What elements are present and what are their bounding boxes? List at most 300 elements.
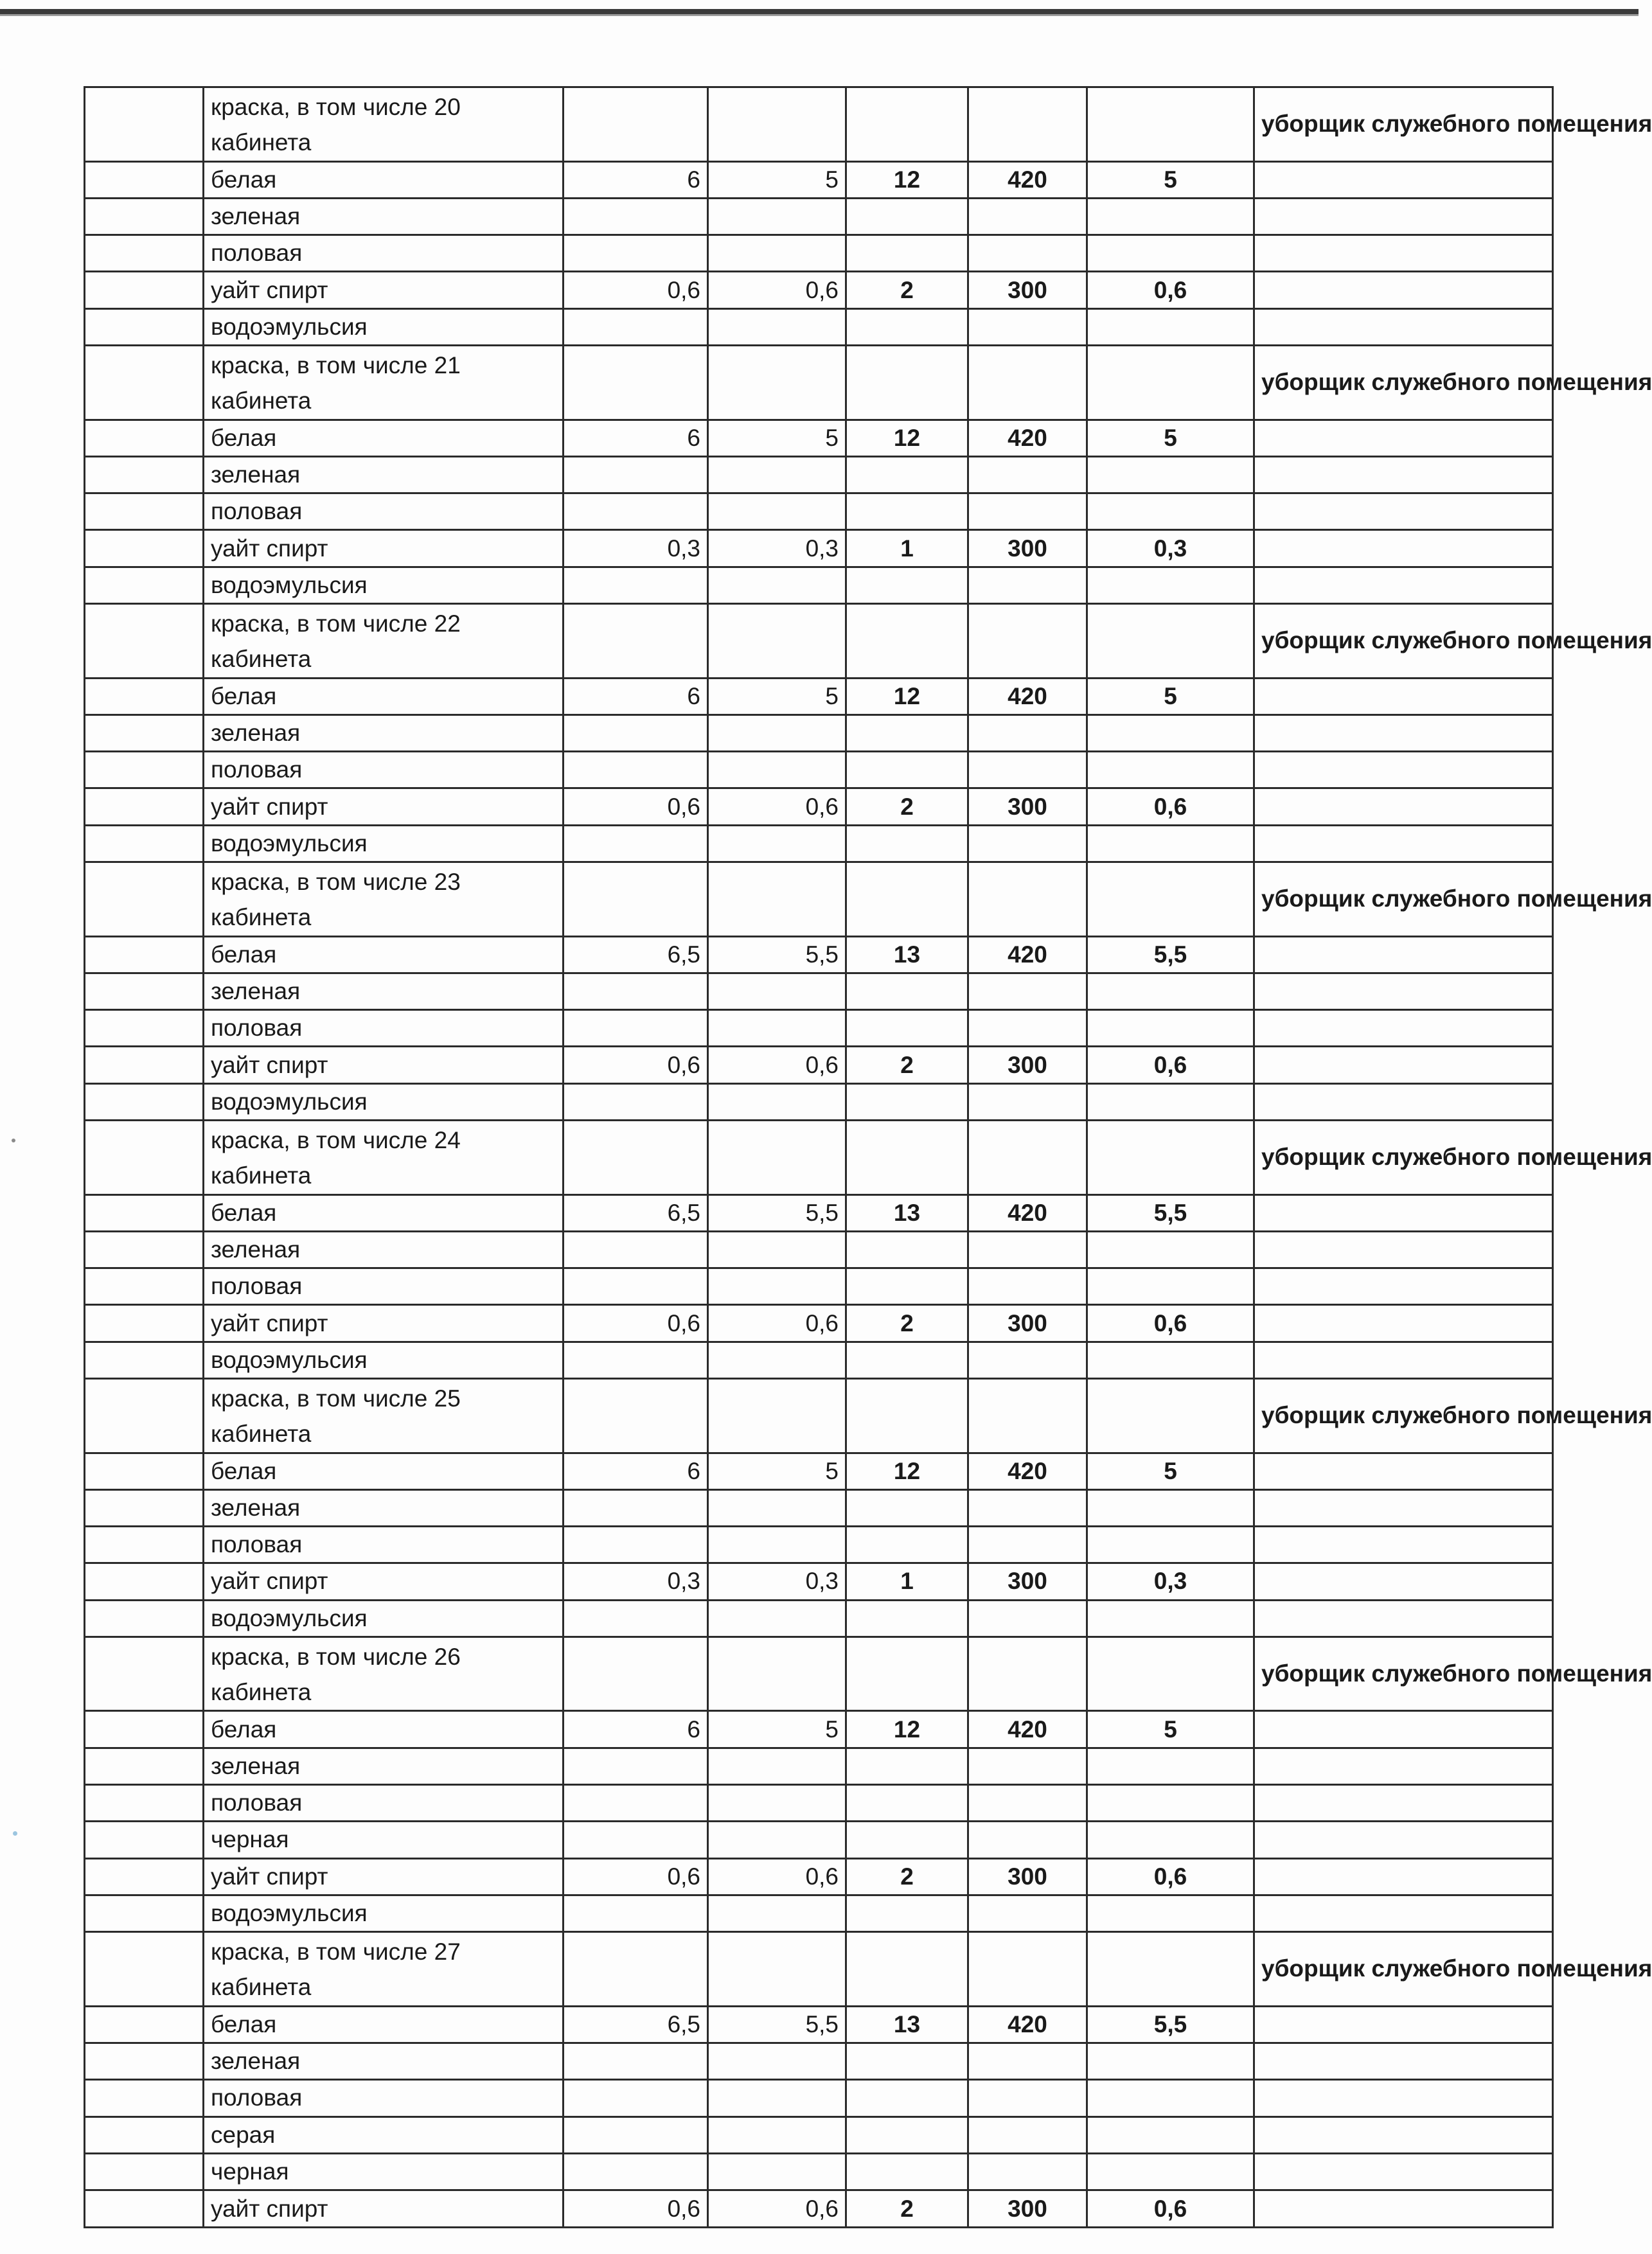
value-cell [708, 1083, 846, 1120]
value-cell [846, 1083, 968, 1120]
row-number-cell [85, 1858, 204, 1895]
value-cell [1087, 1083, 1254, 1120]
value-cell: 5,5 [1087, 936, 1254, 973]
row-number-cell [85, 345, 204, 420]
group-header-label: краска, в том числе 26 кабинета [204, 1637, 564, 1711]
value-cell [846, 1748, 968, 1784]
material-row [85, 825, 1553, 862]
material-name: водоэмульсия [204, 1342, 564, 1378]
material-row [85, 788, 1553, 825]
material-name: половая [204, 493, 564, 530]
value-cell: 5 [708, 161, 846, 198]
value-cell: 300 [968, 1563, 1087, 1600]
value-cell [1087, 493, 1254, 530]
value-cell [968, 1822, 1087, 1858]
value-cell: 2 [846, 272, 968, 308]
value-cell: 1 [846, 530, 968, 567]
value-cell: 5 [1087, 1453, 1254, 1489]
value-cell [564, 1895, 708, 1931]
value-cell: 5,5 [708, 1194, 846, 1231]
material-name: половая [204, 235, 564, 272]
material-name: водоэмульсия [204, 825, 564, 862]
value-cell: 13 [846, 2006, 968, 2043]
value-cell [708, 198, 846, 235]
value-cell: 420 [968, 2006, 1087, 2043]
material-row [85, 1083, 1553, 1120]
material-row [85, 161, 1553, 198]
value-cell: 13 [846, 936, 968, 973]
responsible-role-cell [1254, 2080, 1553, 2116]
material-row [85, 973, 1553, 1009]
material-row [85, 1527, 1553, 1563]
value-cell [846, 235, 968, 272]
value-cell: 0,6 [1087, 1047, 1254, 1083]
value-cell: 300 [968, 272, 1087, 308]
responsible-role-cell [1254, 1489, 1553, 1526]
empty-value-cell [564, 345, 708, 420]
value-cell: 300 [968, 1305, 1087, 1342]
material-name: уайт спирт [204, 1047, 564, 1083]
value-cell: 5 [1087, 1711, 1254, 1748]
value-cell [1087, 308, 1254, 345]
empty-value-cell [708, 1378, 846, 1453]
value-cell: 6 [564, 1711, 708, 1748]
value-cell [968, 1785, 1087, 1822]
responsible-role-cell [1254, 308, 1553, 345]
row-number-cell [85, 603, 204, 678]
responsible-role-cell [1254, 1083, 1553, 1120]
row-number-cell [85, 1378, 204, 1453]
responsible-role-cell [1254, 235, 1553, 272]
material-name: серая [204, 2116, 564, 2153]
value-cell: 5 [1087, 678, 1254, 714]
value-cell [564, 1342, 708, 1378]
value-cell: 5 [708, 1453, 846, 1489]
material-name: белая [204, 936, 564, 973]
material-row [85, 2006, 1553, 2043]
value-cell: 0,6 [708, 2190, 846, 2228]
value-cell [1087, 1822, 1254, 1858]
value-cell: 5,5 [708, 936, 846, 973]
value-cell: 13 [846, 1194, 968, 1231]
value-cell [968, 1231, 1087, 1268]
row-number-cell [85, 752, 204, 788]
value-cell [564, 1268, 708, 1305]
row-number-cell [85, 198, 204, 235]
value-cell [564, 1527, 708, 1563]
value-cell: 6 [564, 420, 708, 456]
value-cell [708, 2116, 846, 2153]
value-cell [1087, 1895, 1254, 1931]
value-cell [846, 1785, 968, 1822]
material-row [85, 308, 1553, 345]
value-cell [564, 1748, 708, 1784]
value-cell [708, 2153, 846, 2190]
value-cell [968, 1748, 1087, 1784]
value-cell: 0,3 [1087, 1563, 1254, 1600]
responsible-role-cell [1254, 1895, 1553, 1931]
empty-value-cell [708, 1120, 846, 1194]
value-cell [1087, 235, 1254, 272]
value-cell: 5 [1087, 420, 1254, 456]
material-row [85, 1822, 1553, 1858]
value-cell [708, 1489, 846, 1526]
value-cell [968, 1083, 1087, 1120]
group-header-row [85, 345, 1553, 420]
material-row [85, 1711, 1553, 1748]
row-number-cell [85, 1047, 204, 1083]
material-row [85, 936, 1553, 973]
row-number-cell [85, 567, 204, 603]
value-cell [1087, 567, 1254, 603]
row-number-cell [85, 2006, 204, 2043]
value-cell [968, 825, 1087, 862]
value-cell: 0,3 [708, 1563, 846, 1600]
value-cell: 420 [968, 1453, 1087, 1489]
row-number-cell [85, 678, 204, 714]
responsible-role-cell [1254, 714, 1553, 751]
value-cell [564, 567, 708, 603]
material-name: белая [204, 420, 564, 456]
row-number-cell [85, 493, 204, 530]
material-row [85, 567, 1553, 603]
value-cell [846, 1895, 968, 1931]
responsible-role-cell [1254, 567, 1553, 603]
value-cell: 0,6 [708, 1858, 846, 1895]
value-cell: 0,6 [564, 1305, 708, 1342]
empty-value-cell [846, 1378, 968, 1453]
value-cell [968, 456, 1087, 493]
value-cell [564, 235, 708, 272]
value-cell [564, 1822, 708, 1858]
material-name: зеленая [204, 714, 564, 751]
responsible-role-cell [1254, 1231, 1553, 1268]
value-cell: 2 [846, 1047, 968, 1083]
responsible-role-cell: уборщик служебного помещения [1254, 1378, 1553, 1453]
empty-value-cell [846, 345, 968, 420]
material-name: половая [204, 1785, 564, 1822]
empty-value-cell [564, 862, 708, 936]
empty-value-cell [708, 603, 846, 678]
value-cell [708, 2043, 846, 2080]
material-name: белая [204, 2006, 564, 2043]
value-cell [1087, 2153, 1254, 2190]
value-cell [564, 714, 708, 751]
material-row [85, 1453, 1553, 1489]
value-cell: 5 [708, 420, 846, 456]
empty-value-cell [1087, 345, 1254, 420]
value-cell [564, 1600, 708, 1637]
value-cell [968, 567, 1087, 603]
group-header-row [85, 1932, 1553, 2007]
value-cell [564, 2116, 708, 2153]
value-cell: 0,6 [708, 1305, 846, 1342]
value-cell: 1 [846, 1563, 968, 1600]
value-cell [968, 198, 1087, 235]
empty-value-cell [968, 1932, 1087, 2007]
value-cell: 6 [564, 161, 708, 198]
empty-value-cell [968, 345, 1087, 420]
value-cell [1087, 1600, 1254, 1637]
value-cell [1087, 198, 1254, 235]
material-name: белая [204, 1194, 564, 1231]
value-cell: 2 [846, 788, 968, 825]
value-cell: 0,6 [1087, 2190, 1254, 2228]
value-cell: 5,5 [708, 2006, 846, 2043]
row-number-cell [85, 1785, 204, 1822]
responsible-role-cell [1254, 2006, 1553, 2043]
value-cell: 0,6 [708, 1047, 846, 1083]
row-number-cell [85, 1637, 204, 1711]
value-cell [846, 1489, 968, 1526]
material-row [85, 198, 1553, 235]
empty-value-cell [968, 1378, 1087, 1453]
value-cell: 12 [846, 161, 968, 198]
responsible-role-cell [1254, 1010, 1553, 1047]
material-name: уайт спирт [204, 1563, 564, 1600]
value-cell: 2 [846, 2190, 968, 2228]
responsible-role-cell [1254, 1047, 1553, 1083]
value-cell: 12 [846, 678, 968, 714]
responsible-role-cell [1254, 936, 1553, 973]
material-name: половая [204, 752, 564, 788]
value-cell: 300 [968, 1858, 1087, 1895]
value-cell: 420 [968, 161, 1087, 198]
material-row [85, 1010, 1553, 1047]
responsible-role-cell [1254, 752, 1553, 788]
value-cell [708, 567, 846, 603]
responsible-role-cell [1254, 825, 1553, 862]
row-number-cell [85, 1342, 204, 1378]
value-cell [564, 308, 708, 345]
material-name: водоэмульсия [204, 1083, 564, 1120]
value-cell: 6 [564, 1453, 708, 1489]
responsible-role-cell [1254, 198, 1553, 235]
value-cell: 5,5 [1087, 1194, 1254, 1231]
value-cell [846, 714, 968, 751]
responsible-role-cell [1254, 1342, 1553, 1378]
material-row [85, 1895, 1553, 1931]
value-cell [846, 493, 968, 530]
material-name: уайт спирт [204, 1305, 564, 1342]
value-cell: 300 [968, 2190, 1087, 2228]
material-row [85, 272, 1553, 308]
material-name: белая [204, 161, 564, 198]
material-name: зеленая [204, 456, 564, 493]
group-header-row [85, 87, 1553, 162]
value-cell [1087, 973, 1254, 1009]
row-number-cell [85, 1932, 204, 2007]
value-cell [968, 2153, 1087, 2190]
row-number-cell [85, 530, 204, 567]
value-cell [1087, 2080, 1254, 2116]
value-cell [708, 1231, 846, 1268]
value-cell: 0,6 [1087, 788, 1254, 825]
row-number-cell [85, 1120, 204, 1194]
material-name: половая [204, 1010, 564, 1047]
value-cell [1087, 714, 1254, 751]
value-cell [846, 2080, 968, 2116]
value-cell: 0,6 [564, 272, 708, 308]
value-cell [564, 493, 708, 530]
value-cell [846, 825, 968, 862]
group-header-label: краска, в том числе 23 кабинета [204, 862, 564, 936]
material-row [85, 678, 1553, 714]
responsible-role-cell: уборщик служебного помещения [1254, 1637, 1553, 1711]
responsible-role-cell [1254, 530, 1553, 567]
row-number-cell [85, 1010, 204, 1047]
material-row [85, 420, 1553, 456]
value-cell: 300 [968, 530, 1087, 567]
material-row [85, 235, 1553, 272]
value-cell [1087, 1748, 1254, 1784]
group-header-label: краска, в том числе 22 кабинета [204, 603, 564, 678]
responsible-role-cell [1254, 1748, 1553, 1784]
row-number-cell [85, 1748, 204, 1784]
material-name: черная [204, 2153, 564, 2190]
value-cell [968, 235, 1087, 272]
empty-value-cell [564, 1932, 708, 2007]
empty-value-cell [564, 1378, 708, 1453]
row-number-cell [85, 308, 204, 345]
value-cell: 0,6 [564, 2190, 708, 2228]
responsible-role-cell [1254, 1822, 1553, 1858]
value-cell: 0,3 [708, 530, 846, 567]
empty-value-cell [708, 87, 846, 162]
value-cell: 0,6 [564, 1047, 708, 1083]
empty-value-cell [708, 1637, 846, 1711]
material-row [85, 752, 1553, 788]
row-number-cell [85, 973, 204, 1009]
value-cell [708, 1342, 846, 1378]
value-cell: 420 [968, 1194, 1087, 1231]
value-cell: 2 [846, 1858, 968, 1895]
empty-value-cell [564, 87, 708, 162]
value-cell: 0,6 [708, 788, 846, 825]
row-number-cell [85, 862, 204, 936]
scan-speck [13, 1831, 17, 1836]
value-cell [1087, 1489, 1254, 1526]
row-number-cell [85, 87, 204, 162]
group-header-row [85, 1637, 1553, 1711]
material-name: уайт спирт [204, 272, 564, 308]
material-name: водоэмульсия [204, 1600, 564, 1637]
material-name: зеленая [204, 973, 564, 1009]
material-row [85, 1748, 1553, 1784]
value-cell [846, 567, 968, 603]
value-cell [708, 1268, 846, 1305]
responsible-role-cell [1254, 973, 1553, 1009]
material-row [85, 1858, 1553, 1895]
group-header-label: краска, в том числе 27 кабинета [204, 1932, 564, 2007]
value-cell [846, 752, 968, 788]
empty-value-cell [1087, 862, 1254, 936]
value-cell: 2 [846, 1305, 968, 1342]
row-number-cell [85, 272, 204, 308]
material-row [85, 2190, 1553, 2228]
value-cell [708, 1600, 846, 1637]
value-cell [708, 825, 846, 862]
value-cell [1087, 456, 1254, 493]
responsible-role-cell [1254, 2043, 1553, 2080]
material-name: уайт спирт [204, 530, 564, 567]
material-name: водоэмульсия [204, 1895, 564, 1931]
material-name: зеленая [204, 198, 564, 235]
value-cell [968, 1527, 1087, 1563]
responsible-role-cell [1254, 272, 1553, 308]
value-cell [564, 2080, 708, 2116]
value-cell: 0,6 [564, 1858, 708, 1895]
value-cell [846, 1342, 968, 1378]
value-cell [846, 973, 968, 1009]
value-cell [708, 1785, 846, 1822]
material-row [85, 2153, 1553, 2190]
material-name: белая [204, 678, 564, 714]
value-cell [1087, 1342, 1254, 1378]
value-cell [968, 2043, 1087, 2080]
value-cell [564, 456, 708, 493]
group-header-label: краска, в том числе 21 кабинета [204, 345, 564, 420]
responsible-role-cell [1254, 678, 1553, 714]
value-cell [1087, 2043, 1254, 2080]
empty-value-cell [1087, 87, 1254, 162]
row-number-cell [85, 2080, 204, 2116]
group-header-row [85, 862, 1553, 936]
empty-value-cell [1087, 1378, 1254, 1453]
empty-value-cell [968, 603, 1087, 678]
value-cell: 0,3 [564, 530, 708, 567]
material-name: уайт спирт [204, 788, 564, 825]
row-number-cell [85, 2116, 204, 2153]
empty-value-cell [846, 1637, 968, 1711]
material-row [85, 2116, 1553, 2153]
value-cell [564, 1785, 708, 1822]
empty-value-cell [846, 603, 968, 678]
value-cell: 420 [968, 1711, 1087, 1748]
value-cell: 420 [968, 420, 1087, 456]
material-name: зеленая [204, 1748, 564, 1784]
row-number-cell [85, 1231, 204, 1268]
value-cell: 12 [846, 1453, 968, 1489]
value-cell [846, 2116, 968, 2153]
value-cell [968, 1010, 1087, 1047]
value-cell: 420 [968, 678, 1087, 714]
value-cell [968, 2080, 1087, 2116]
row-number-cell [85, 1489, 204, 1526]
group-header-row [85, 1120, 1553, 1194]
material-name: черная [204, 1822, 564, 1858]
value-cell [708, 308, 846, 345]
value-cell: 12 [846, 420, 968, 456]
value-cell: 5 [1087, 161, 1254, 198]
responsible-role-cell: уборщик служебного помещения [1254, 862, 1553, 936]
row-number-cell [85, 420, 204, 456]
material-name: зеленая [204, 1231, 564, 1268]
row-number-cell [85, 788, 204, 825]
materials-table [84, 86, 1652, 2228]
value-cell [968, 493, 1087, 530]
value-cell: 0,6 [708, 272, 846, 308]
value-cell: 6,5 [564, 2006, 708, 2043]
responsible-role-cell [1254, 1453, 1553, 1489]
group-header-row [85, 1378, 1553, 1453]
value-cell [564, 198, 708, 235]
responsible-role-cell [1254, 1268, 1553, 1305]
material-row [85, 530, 1553, 567]
value-cell [564, 2153, 708, 2190]
empty-value-cell [968, 862, 1087, 936]
responsible-role-cell [1254, 1785, 1553, 1822]
